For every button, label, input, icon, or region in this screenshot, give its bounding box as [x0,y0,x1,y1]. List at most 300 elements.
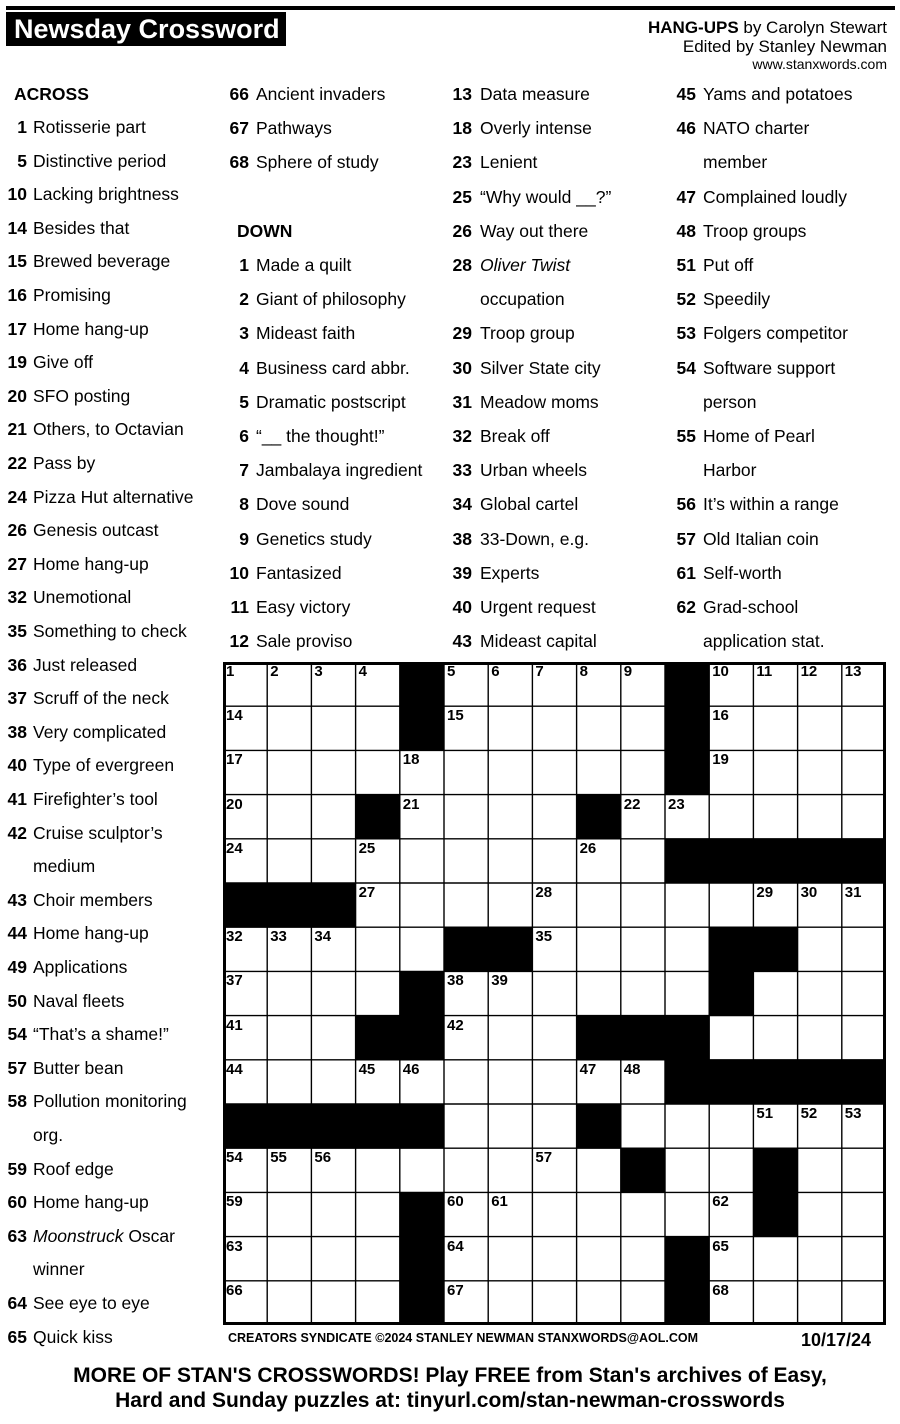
cell-number: 32 [226,928,243,946]
clue-number: 29 [452,323,472,344]
clue-number: 27 [7,553,27,574]
clue-text-part: Global cartel [480,494,579,515]
cell-number: 13 [844,663,862,680]
clue-number: 57 [7,1057,27,1078]
cell-number: 35 [535,928,553,946]
cell-number: 58 [756,1149,774,1167]
clue-text [480,323,575,344]
clue-number: 40 [452,597,472,617]
clue-text [480,563,539,584]
clue-text [33,789,158,810]
cell-number: 63 [226,1237,243,1255]
cell-number: 66 [226,1281,243,1299]
clue-text-part: Oliver Twist [480,255,571,275]
cell-number: 23 [668,795,685,813]
clue-text-part: Experts [480,562,540,583]
cell-number: 9 [623,663,633,680]
clue-text-part: Troop group [480,323,575,344]
clue-number: 20 [7,385,27,406]
clue-number: 48 [676,220,696,241]
clue-text [33,1192,149,1213]
clue-text [33,487,194,508]
cell-number: 40 [712,972,729,990]
clue-text-part: Promising [33,285,111,305]
clue-text [703,597,798,618]
clue-text-part: See eye to eye [33,1293,150,1313]
clue-text [33,1125,63,1146]
clue-text-part: Giant of philosophy [256,289,406,310]
clue-text-part: Meadow moms [480,391,599,412]
cell-number: 41 [226,1016,243,1034]
cell-number: 38 [447,972,464,990]
clue-number: 8 [239,494,249,515]
cell-number: 18 [402,751,420,769]
cell-number: 8 [579,663,588,680]
clue-text-part: Just released [33,654,138,675]
clue-number: 26 [7,520,27,541]
clue-number: 7 [239,460,249,481]
clue-text [33,1327,113,1348]
cell-number: 37 [226,972,243,990]
clue-text [256,529,372,550]
cell-number: 34 [314,928,332,946]
cell-number: 4 [358,663,367,680]
clue-text-part: Pass by [33,453,96,473]
cell-number: 5 [447,663,456,680]
clue-text-part: Old Italian coin [703,528,819,549]
cell-number: 50 [579,1105,597,1122]
clue-text [33,856,95,877]
clue-text [480,118,592,139]
clue-text-part: Moonstruck [33,1225,124,1246]
clue-text-part: Lenient [480,152,538,173]
clue-text [480,84,590,105]
clue-text-part: Very complicated [33,721,167,742]
clue-text [480,460,587,481]
cell-number: 3 [314,663,323,680]
clue-text-part: Brewed beverage [33,251,171,272]
clue-text-part: Self-worth [703,562,782,583]
clue-text [703,152,767,173]
clue-number: 43 [7,889,27,910]
clue-number: 3 [239,323,249,344]
clue-text [480,255,570,276]
clue-number: 65 [7,1326,27,1347]
clue-number: 23 [452,152,472,173]
clue-text-part: Something to check [33,621,187,641]
clue-text-part: Home hang-up [33,553,149,574]
clue-number: 5 [239,391,249,412]
clue-text-part: “__ the thought!” [256,426,385,446]
clue-text [703,289,770,310]
clue-text [33,755,174,776]
clue-text-part: org. [33,1125,64,1145]
clue-text [256,323,355,344]
clue-number: 66 [229,84,249,104]
cell-number: 60 [447,1193,464,1211]
puzzle-title: HANG-UPS [647,18,739,37]
promo-line-1: MORE OF STAN'S CROSSWORDS! Play FREE from Stan's archives of Easy, [73,1364,827,1387]
clue-number: 61 [676,562,696,583]
clue-text [33,1159,114,1180]
clue-number: 64 [7,1293,27,1313]
clue-number: 35 [7,621,27,641]
clue-number: 38 [7,721,27,742]
cell-number: 22 [623,795,641,813]
clue-text-part: Business card abbr. [256,357,410,378]
clue-text-part: SFO posting [33,385,131,406]
clue-text [33,587,131,608]
clue-text [33,722,166,743]
down-heading: DOWN [237,221,293,241]
clue-number: 15 [7,251,27,272]
clue-text [33,117,146,138]
clue-number: 30 [452,357,472,378]
clue-text-part: Data measure [480,84,590,104]
cell-number: 57 [535,1149,553,1167]
clue-text-part: Troop groups [703,220,807,241]
clue-text-part: Home hang-up [33,318,149,339]
cell-number: 2 [270,663,279,680]
cell-number: 49 [358,1105,376,1122]
clue-text [703,426,815,447]
clue-text-part: person [703,391,757,412]
clue-text-part: “That’s a shame!” [33,1024,169,1045]
clue-text-part: Scruff of the neck [33,688,169,709]
cell-number: 68 [712,1281,729,1299]
clue-text [33,419,184,440]
clue-text-part: Naval fleets [33,990,125,1011]
cell-number: 7 [535,663,544,680]
clue-text [480,392,599,413]
clue-text-part: Unemotional [33,587,132,608]
clue-number: 37 [7,688,27,709]
clue-number: 36 [7,654,27,675]
clue-text [480,289,565,310]
clue-text-part: Silver State city [480,357,601,378]
clue-text [33,991,124,1012]
clue-text [256,392,406,413]
clue-text-part: Mideast faith [256,323,356,344]
clue-number: 17 [7,318,27,339]
clue-text-part: Choir members [33,889,153,910]
cell-number: 1 [226,663,235,680]
clue-number: 24 [7,486,27,507]
clue-number: 2 [239,289,249,310]
cell-number: 6 [491,663,500,680]
clue-text-part: Grad-school [703,597,799,617]
cell-number: 15 [447,707,464,725]
cell-number: 28 [535,884,553,901]
clue-text-part: Easy victory [256,597,351,617]
clue-text [33,1226,175,1247]
clue-number: 32 [7,587,27,608]
cell-number: 48 [623,1060,641,1078]
cell-number: 42 [447,1016,464,1034]
cell-number: 53 [844,1105,862,1122]
clue-text-part: Pollution monitoring [33,1091,187,1112]
clue-text [256,563,342,584]
clue-text [703,460,757,481]
clue-number: 38 [452,528,472,549]
cell-number: 21 [402,795,420,813]
clue-text [480,494,578,515]
cell-number: 44 [226,1060,243,1078]
clue-number: 44 [7,923,27,944]
cell-number: 65 [712,1237,729,1255]
clue-number: 5 [17,150,27,171]
page-title: Newsday Crossword [6,12,286,46]
clue-text-part: Applications [33,957,128,977]
clue-number: 45 [676,84,696,104]
cell-number: 12 [800,663,818,680]
clue-text-part: Software support [703,357,836,378]
clue-text-part: Rotisserie part [33,117,146,137]
clue-text [33,520,158,541]
cell-number: 61 [491,1193,508,1211]
clue-text [480,631,597,652]
promo-line-2: Hard and Sunday puzzles at: tinyurl.com/stan-newman-crosswords [115,1389,785,1412]
clue-text-part: Way out there [480,220,589,241]
editor: Edited by Stanley Newman [682,37,887,56]
clue-text [256,631,352,652]
clue-text [480,358,601,379]
cell-number: 64 [447,1237,464,1255]
cell-number: 54 [226,1149,243,1167]
clue-number: 31 [452,391,472,412]
clue-text-part: It’s within a range [703,494,839,515]
clue-text-part: Fantasized [256,562,342,583]
clue-number: 14 [7,217,27,238]
clue-number: 57 [676,528,696,549]
clue-text [256,358,410,379]
byline [648,18,887,73]
clue-text [703,255,753,276]
cell-number: 24 [226,839,243,857]
cell-number: 46 [402,1060,420,1078]
puzzle-date: 10/17/24 [801,1330,872,1350]
clue-text-part: 33-Down, e.g. [480,528,589,549]
crossword-grid [223,662,886,1325]
cell-number: 16 [712,707,729,725]
clue-text-part: Butter bean [33,1057,124,1078]
clue-text-part: Pizza Hut alternative [33,486,194,507]
clue-number: 9 [239,528,249,549]
clue-number: 16 [7,285,27,305]
clue-number: 59 [7,1158,27,1179]
clue-number: 41 [7,789,27,809]
clue-text-part: Jambalaya ingredient [256,460,423,481]
clue-text-part: Roof edge [33,1158,114,1179]
cell-number: 14 [226,707,243,725]
clue-text-part: Folgers competitor [703,323,848,344]
cell-number: 33 [270,928,287,946]
clue-number: 53 [676,323,696,344]
clue-text [33,1259,85,1280]
cell-number: 31 [844,884,862,901]
clue-text-part: Give off [33,352,93,373]
clue-text [33,655,137,676]
clue-number: 56 [676,494,696,515]
cell-number: 62 [712,1193,729,1211]
clue-number: 6 [239,426,249,446]
clue-text-part: Quick kiss [33,1326,113,1347]
clue-text [703,494,839,515]
clue-text-part: Sphere of study [256,152,379,173]
clue-text [703,563,782,584]
header-rule [6,6,895,10]
clue-text [33,1024,169,1045]
clue-number: 11 [230,597,249,617]
clue-text-part: Cruise sculptor’s [33,822,163,843]
clue-text [33,957,127,978]
clue-number: 47 [676,186,696,207]
clue-text [256,255,351,276]
clue-text-part: “Why would __?” [480,186,612,207]
clue-text [703,392,757,413]
clue-number: 60 [7,1192,27,1213]
clue-number: 39 [452,562,472,583]
clue-number: 54 [7,1024,27,1045]
clue-number: 18 [452,118,472,139]
cell-number: 52 [800,1105,818,1122]
clue-text-part: medium [33,856,96,877]
clue-number: 4 [239,357,249,378]
clue-text [256,118,332,139]
clue-text [33,1091,187,1112]
clue-text [703,221,806,242]
cell-number: 11 [756,663,773,680]
clue-text [33,251,170,272]
clue-text [480,426,550,447]
clue-text [33,621,187,642]
clue-text-part: Firefighter’s tool [33,789,158,809]
author: by Carolyn Stewart [738,18,887,37]
clue-text-part: winner [33,1259,85,1280]
cell-number: 59 [226,1193,243,1211]
clue-number: 1 [239,255,249,275]
clue-text-part: Urban wheels [480,460,587,481]
clue-text [33,218,129,239]
clue-number: 50 [7,990,27,1011]
clue-text-part: Home hang-up [33,1192,149,1213]
clue-text [256,289,406,310]
clue-number: 67 [229,118,249,139]
website: www.stanxwords.com [752,56,887,72]
clue-text-part: Type of evergreen [33,755,175,776]
clue-text [256,460,422,481]
clue-text [256,494,349,515]
clue-text [33,184,179,205]
cell-number: 19 [712,751,729,769]
clue-text-part: Complained loudly [703,186,847,207]
clue-text [33,1293,150,1314]
clue-text-part: Genesis outcast [33,520,159,541]
clue-text-part: Urgent request [480,597,596,617]
clue-text-part: Speedily [703,289,771,310]
clue-number: 28 [452,255,472,275]
clue-number: 62 [676,597,696,617]
clue-number: 25 [452,186,472,207]
cell-number: 27 [358,884,376,901]
clue-number: 19 [7,352,27,373]
cell-number: 51 [756,1105,774,1122]
cell-number: 67 [447,1281,464,1299]
clue-number: 42 [7,822,27,843]
cell-number: 25 [358,839,376,857]
clue-number: 51 [676,255,696,275]
clue-text-part: Dramatic postscript [256,391,406,412]
clue-text [33,923,149,944]
clue-text [33,386,130,407]
clue-number: 12 [229,631,249,652]
cell-number: 56 [314,1149,332,1167]
clue-number: 22 [7,453,27,473]
clue-text [256,152,379,173]
clue-number: 1 [17,117,27,137]
clue-text [703,358,835,379]
promo-text [0,1363,900,1413]
clue-number: 21 [7,419,27,440]
clue-text [33,1058,123,1079]
cell-number: 39 [491,972,508,990]
clue-number: 33 [452,460,472,481]
cell-number: 55 [270,1149,287,1167]
clue-number: 10 [229,562,249,583]
clue-text [33,688,169,709]
clue-number: 43 [452,631,472,652]
clue-text [703,323,848,344]
clue-number: 49 [7,957,27,977]
clue-text-part: Home of Pearl [703,426,815,446]
clue-text-part: Besides that [33,217,130,238]
cell-number: 30 [800,884,818,901]
grid-lines [223,662,886,1325]
clue-text-part: Made a quilt [256,255,352,275]
clue-text-part: member [703,152,768,173]
cell-number: 45 [358,1060,376,1078]
clue-text [703,529,819,550]
clue-text [33,352,93,373]
clue-number: 52 [676,289,696,310]
clue-text-part: Break off [480,426,550,446]
clue-number: 40 [7,755,27,776]
clue-text-part: Overly intense [480,118,592,139]
clue-text [33,285,111,306]
clue-text [703,631,825,652]
clue-text [703,84,853,105]
clue-text-part: Sale proviso [256,631,353,652]
clue-text [256,597,350,618]
clue-number: 58 [7,1091,27,1112]
across-heading: ACROSS [14,84,89,104]
clue-text [33,319,149,340]
clue-text-part: Mideast capital [480,631,597,652]
clue-text-part: Oscar [123,1225,175,1246]
clue-number: 54 [676,357,696,378]
clue-text-part: Genetics study [256,528,372,549]
clue-number: 68 [229,152,249,173]
clue-number: 32 [452,426,472,446]
clue-text [703,187,847,208]
clue-number: 13 [452,84,472,104]
clue-text-part: NATO charter [703,118,810,139]
clue-text-part: Harbor [703,460,757,481]
cell-number: 29 [756,884,774,901]
clue-number: 34 [452,494,472,515]
clue-text-part: application stat. [703,631,825,652]
clue-number: 46 [676,118,696,139]
